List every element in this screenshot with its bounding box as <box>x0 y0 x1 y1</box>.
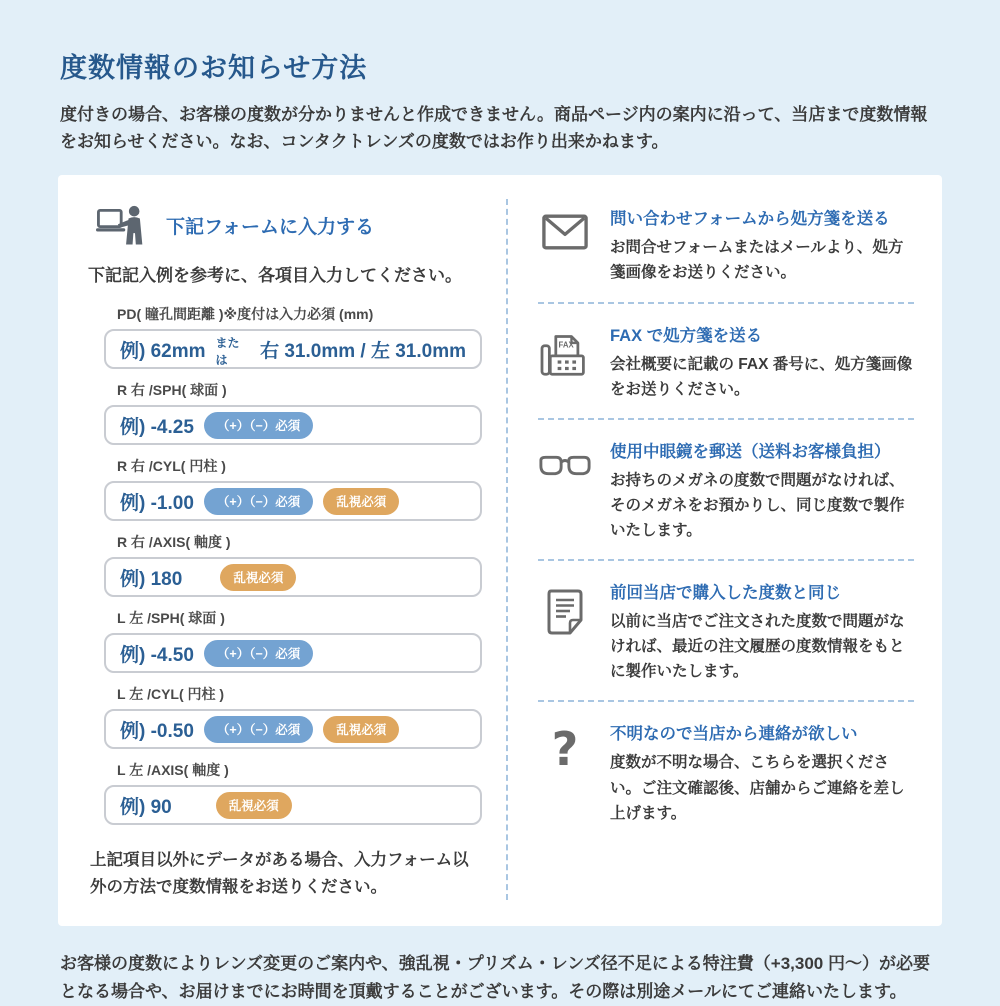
example-value: 例) 90 <box>120 796 172 818</box>
example-value: 例) -1.00 <box>120 492 194 514</box>
example-input-box <box>104 405 482 445</box>
method-fax <box>538 322 914 402</box>
method-mail-glasses <box>538 438 914 543</box>
method-title: 不明なので当店から連絡が欲しい <box>610 725 858 744</box>
example-input-box <box>104 329 482 369</box>
form-field-r-axis <box>104 532 482 597</box>
form-field-pd <box>104 304 482 369</box>
example-value: 例) 62mm <box>120 340 206 362</box>
form-example-section <box>88 199 506 900</box>
example-value: 例) 180 <box>120 568 183 590</box>
plus-minus-required-badge: （+）（−）必須 <box>204 412 313 439</box>
example-input-box <box>104 785 482 825</box>
plus-minus-required-badge: （+）（−）必須 <box>204 488 313 515</box>
footer-note: お客様の度数によりレンズ変更のご案内や、強乱視・プリズム・レンズ径不足による特注費（+3,300 円〜）が必要となる場合や、お届けまでにお時間を頂戴することがございます。その際は別途メールにてご連絡いたします。 <box>60 954 930 1002</box>
method-body: 以前に当店でご注文された度数で問題がなければ、最近の注文履歴の度数情報をもとに製作いたします。 <box>610 613 905 681</box>
form-fields <box>104 304 482 825</box>
prescription-info-page <box>58 46 942 1006</box>
form-note: 上記項目以外にデータがある場合、入力フォーム以外の方法で度数情報をお送りください。 <box>90 851 469 896</box>
intro-text: 度付きの場合、お客様の度数が分かりませんと作成できません。商品ページ内の案内に沿って、当店まで度数情報をお知らせください。なお、コンタクトレンズの度数ではお作り出来かねます。 <box>60 105 928 152</box>
plus-minus-required-badge: （+）（−）必須 <box>204 716 313 743</box>
astigmatism-required-badge: 乱視必須 <box>220 564 296 591</box>
astigmatism-required-badge: 乱視必須 <box>216 792 292 819</box>
example-input-box <box>104 481 482 521</box>
astigmatism-required-badge: 乱視必須 <box>323 488 399 515</box>
page-title: 度数情報のお知らせ方法 <box>60 53 368 83</box>
dashed-divider <box>538 302 914 304</box>
fax-icon <box>538 331 592 377</box>
other-methods-section <box>506 199 914 900</box>
svg-text:FAX: FAX <box>558 340 574 350</box>
form-field-l-cyl <box>104 684 482 749</box>
field-label: R 右 /CYL( 円柱 ) <box>117 458 226 475</box>
document-icon <box>538 588 592 636</box>
example-value: 例) -4.25 <box>120 416 194 438</box>
example-or-text: または <box>215 335 240 367</box>
method-body: お問合せフォームまたはメールより、処方箋画像をお送りください。 <box>610 239 904 282</box>
method-title: 使用中眼鏡を郵送（送料お客様負担） <box>610 442 891 461</box>
form-instruction: 下記記入例を参考に、各項目入力してください。 <box>88 266 462 286</box>
method-body: 度数が不明な場合、こちらを選択ください。ご注文確認後、店舗からご連絡を差し上げます。 <box>610 754 905 822</box>
method-title: 問い合わせフォームから処方箋を送る <box>610 210 890 229</box>
form-section-heading: 下記フォームに入力する <box>166 216 375 238</box>
method-body: 会社概要に記載の FAX 番号に、処方箋画像をお送りください。 <box>610 355 913 398</box>
form-field-l-sph <box>104 608 482 673</box>
field-label: R 右 /SPH( 球面 ) <box>117 382 227 399</box>
field-label: L 左 /AXIS( 軸度 ) <box>117 762 229 779</box>
field-label: R 右 /AXIS( 軸度 ) <box>117 534 231 551</box>
astigmatism-required-badge: 乱視必須 <box>323 716 399 743</box>
method-contact-form <box>538 205 914 285</box>
example-value: 例) -4.50 <box>120 644 194 666</box>
method-body: お持ちのメガネの度数で問題がなければ、そのメガネをお預かりし、同じ度数で製作いたします。 <box>610 471 905 540</box>
form-field-r-cyl <box>104 456 482 521</box>
form-field-l-axis <box>104 760 482 825</box>
example-input-box <box>104 633 482 673</box>
form-field-r-sph <box>104 380 482 445</box>
mail-icon <box>538 214 592 250</box>
methods-card <box>58 175 942 926</box>
method-previous-order <box>538 579 914 684</box>
person-at-computer-icon <box>96 203 148 247</box>
dashed-divider <box>538 559 914 561</box>
method-title: 前回当店で購入した度数と同じ <box>610 584 841 603</box>
field-label: PD( 瞳孔間距離 )※度付は入力必須 (mm) <box>117 306 374 323</box>
method-title: FAX で処方箋を送る <box>610 326 763 345</box>
glasses-icon <box>538 454 592 478</box>
form-section-header <box>96 203 482 247</box>
field-label: L 左 /CYL( 円柱 ) <box>117 686 225 703</box>
dashed-divider <box>538 418 914 420</box>
field-label: L 左 /SPH( 球面 ) <box>117 610 225 627</box>
example-value: 右 31.0mm / 左 31.0mm <box>260 340 466 362</box>
question-icon: ? <box>551 722 579 777</box>
method-unknown-contact <box>538 720 914 825</box>
dashed-divider <box>538 700 914 702</box>
example-input-box <box>104 557 482 597</box>
example-input-box <box>104 709 482 749</box>
example-value: 例) -0.50 <box>120 720 194 742</box>
plus-minus-required-badge: （+）（−）必須 <box>204 640 313 667</box>
